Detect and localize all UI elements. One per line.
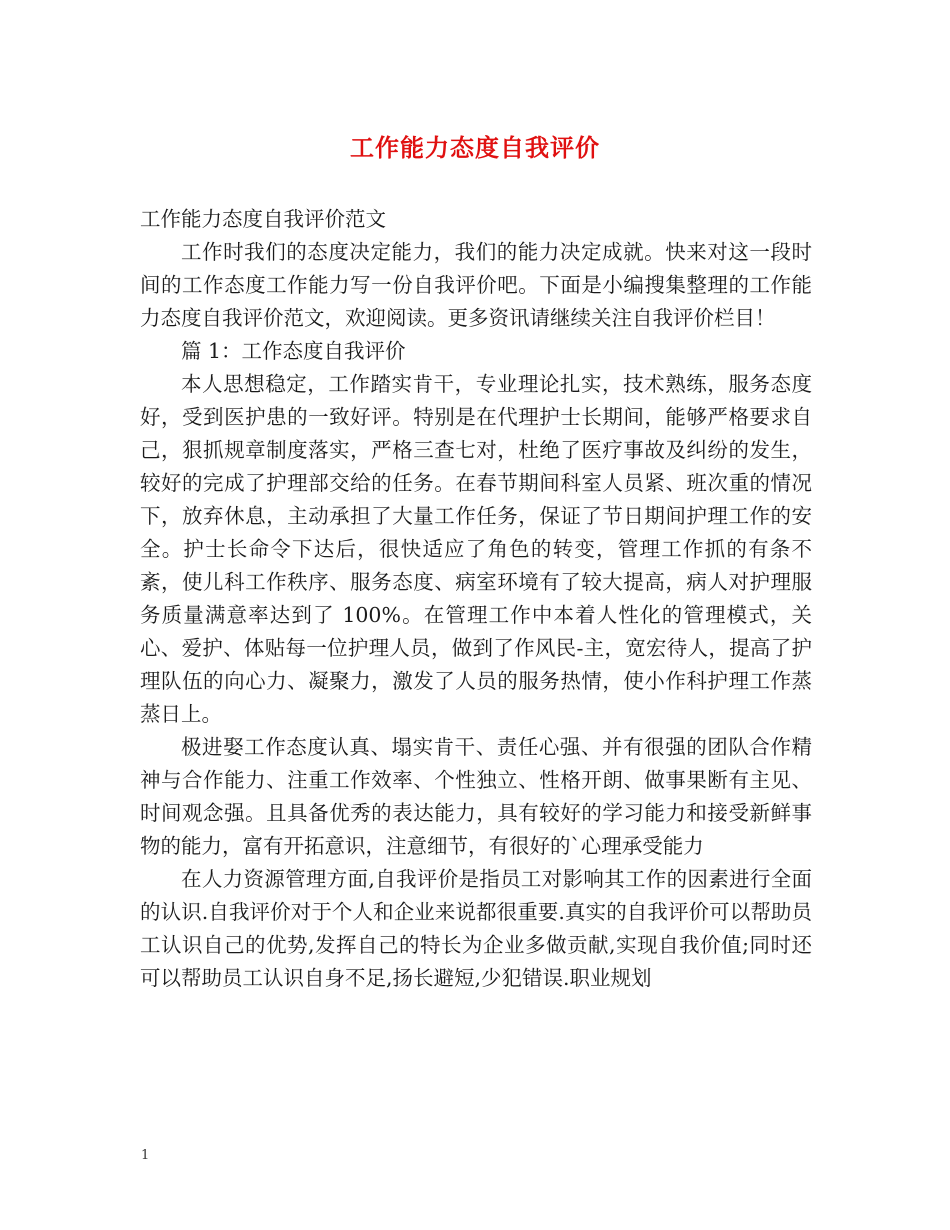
document-body xyxy=(140,203,812,995)
body-paragraph: 本人思想稳定，工作踏实肯干，专业理论扎实，技术熟练，服务态度好，受到医护患的一致好评。特别是在代理护士长期间，能够严格要求自己，狠抓规章制度落实，严格三查七对，杜绝了医疗事故及纠纷的发生，较好的完成了护理部交给的任务。在春节期间科室人员紧、班次重的情况下，放弃休息，主动承担了大量工作任务，保证了节日期间护理工作的安全。护士长命令下达后，很快适应了角色的转变，管理工作抓的有条不紊，使儿科工作秩序、服务态度、病室环境有了较大提高，病人对护理服务质量满意率达到了 100%。在管理工作中本着人性化的管理模式，关心、爱护、体贴每一位护理人员，做到了作风民-主，宽宏待人，提高了护理队伍的向心力、凝聚力，激发了人员的服务热情，使小作科护理工作蒸蒸日上。 xyxy=(140,372,812,726)
section-heading: 篇 1：工作态度自我评价 xyxy=(181,339,406,363)
subtitle-paragraph: 工作能力态度自我评价范文 xyxy=(140,207,386,231)
document-title: 工作能力态度自我评价 xyxy=(350,133,600,162)
page-number: 1 xyxy=(141,1148,150,1163)
body-paragraph: 极进娶工作态度认真、塌实肯干、责任心强、并有很强的团队合作精神与合作能力、注重工作效率、个性独立、性格开朗、做事果断有主见、时间观念强。且具备优秀的表达能力，具有较好的学习能力和接受新鲜事物的能力，富有开拓意识，注意细节，有很好的`心理承受能力 xyxy=(140,735,812,858)
body-paragraph: 在人力资源管理方面,自我评价是指员工对影响其工作的因素进行全面的认识.自我评价对于个人和企业来说都很重要.真实的自我评价可以帮助员工认识自己的优势,发挥自己的特长为企业多做贡献,实现自我价值;同时还可以帮助员工认识自身不足,扬长避短,少犯错误.职业规划 xyxy=(140,867,812,990)
intro-paragraph: 工作时我们的态度决定能力，我们的能力决定成就。快来对这一段时间的工作态度工作能力写一份自我评价吧。下面是小编搜集整理的工作能力态度自我评价范文，欢迎阅读。更多资讯请继续关注自我评价栏目！ xyxy=(140,240,812,330)
